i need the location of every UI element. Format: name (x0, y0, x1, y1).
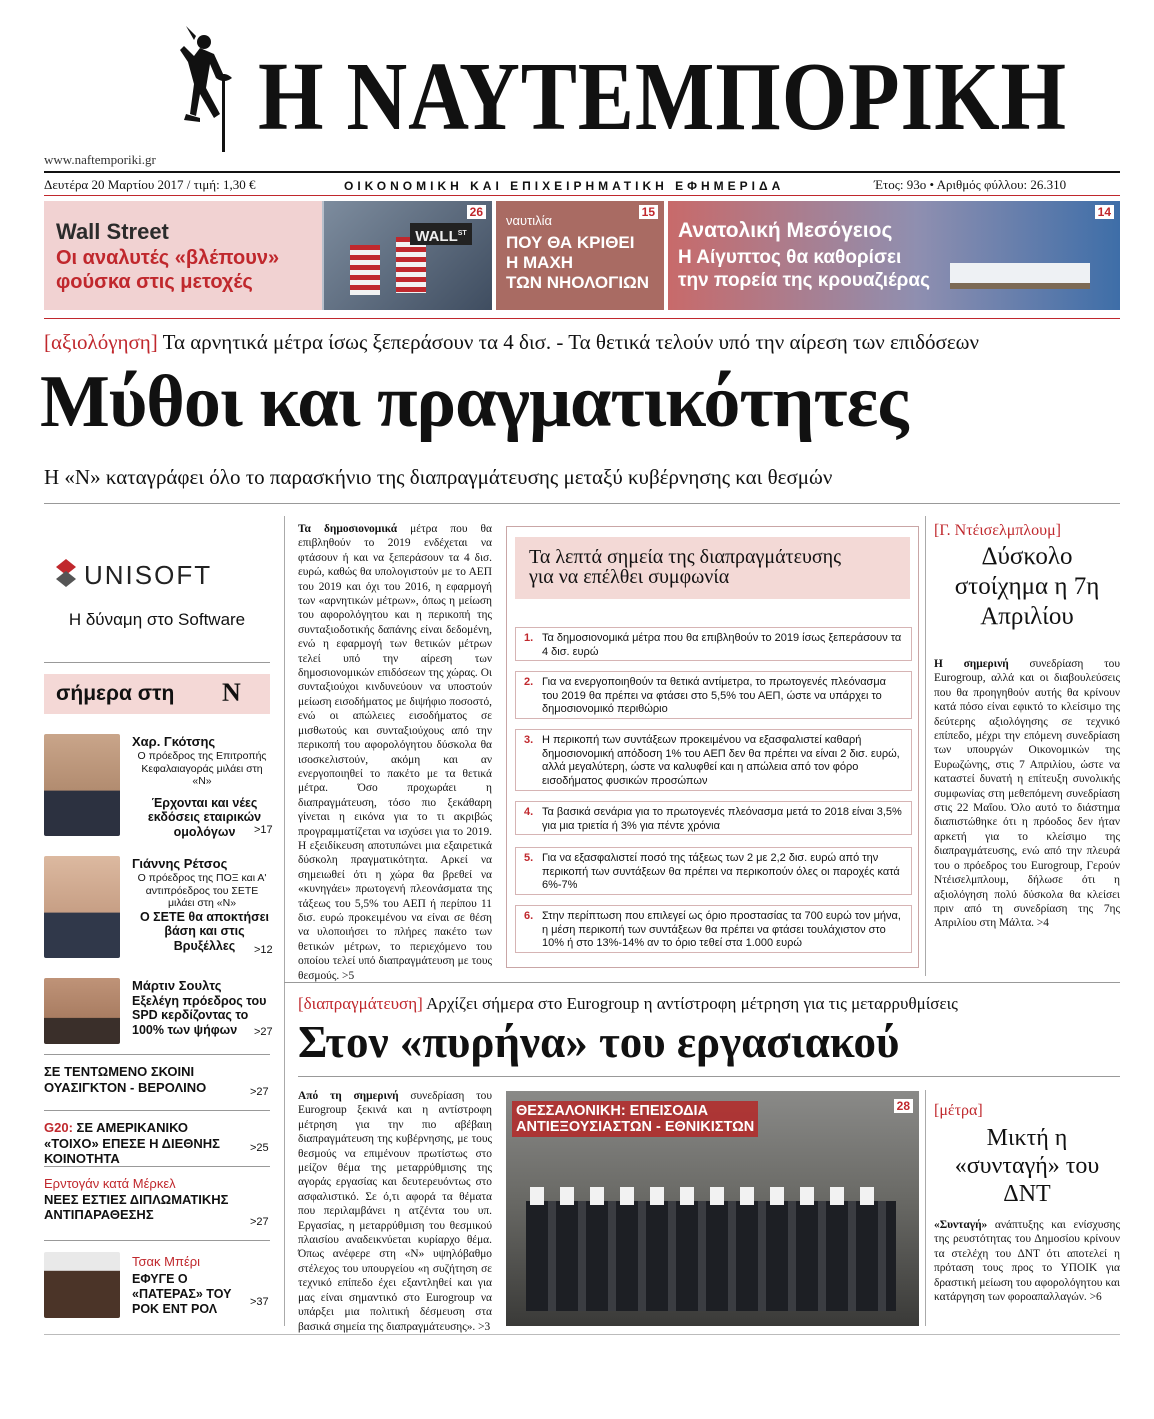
section-divider (284, 982, 1120, 983)
teaser-kicker: Wall Street (56, 219, 169, 244)
key-point-number: 5. (524, 852, 534, 864)
key-point-text: Για να ενεργοποιηθούν τα θετικά αντίμετρα, το πρωτογενές πλεόνασμα του 2019 θα πρέπει να φτάσει στο 5,5% του ΑΕΠ, ώστε να υπάρχει το δημοσιονομικό περιθώριο (542, 676, 887, 715)
helmet-row (530, 1187, 890, 1205)
riot-police-group (526, 1201, 896, 1311)
lead-divider (44, 503, 1120, 504)
main-subhead: Η «Ν» καταγράφει όλο το παρασκήνιο της διαπραγμάτευσης μεταξύ κυβέρνησης και θεσμών (44, 465, 833, 489)
photo-caption (512, 1101, 758, 1137)
key-point-text: Για να εξασφαλιστεί ποσό της τάξεως των 2 με 2,2 δισ. ευρώ από την περικοπή των συντάξεων θα πρέπει να περικοπούν όλες οι παροχές κατά 6%-7% (542, 852, 900, 891)
lead-body-lead: Τα δημοσιονομικά (298, 523, 398, 535)
wall-street-sign-text: WALL (415, 228, 458, 245)
teaser-text: Η ΜΑΧΗ (506, 253, 574, 272)
teaser-shipping[interactable] (496, 201, 664, 310)
imf-kicker: [μέτρα] (934, 1102, 983, 1119)
key-point-text: Τα βασικά σενάρια για το πρωτογενές πλεόνασμα μετά το 2018 είναι 3,5% για μια τριετία ή 3% για πέντε χρόνια (542, 806, 902, 832)
second-body-lead: Από τη σημερινή (298, 1090, 399, 1102)
sidebar-short-erdogan[interactable] (44, 1176, 274, 1234)
flag-1 (350, 245, 380, 295)
sidebar-item-gkotsis[interactable] (44, 734, 273, 842)
sidebar-divider (44, 662, 270, 663)
unisoft-logo-text: UNISOFT (84, 560, 213, 590)
main-headline[interactable]: Μύθοι και πραγματικότητες (40, 361, 908, 443)
teaser-text: Η Αίγυπτος θα καθορίσει (678, 247, 902, 268)
key-point-text: Η περικοπή των συντάξεων προκειμένου να εξασφαλιστεί καθαρή δημοσιονομική απόδοση 1% του ΑΕΠ δεν θα πρέπει να είναι 2 δισ. ευρώ, αλλά μεγαλύτερη, ώστε να καλυφθεί και η απώλεια από τον φόρο εισοδήματος φυσικών προσώπων (542, 734, 900, 787)
second-deck-text: Αρχίζει σήμερα στο Eurogroup η αντίστροφη μέτρηση για τις μεταρρυθμίσεις (422, 994, 958, 1013)
issue-number: Έτος: 93ο • Αριθμός φύλλου: 26.310 (874, 177, 1067, 192)
gkotsis-photo (44, 734, 120, 836)
person-name: Γιάννης Ρέτσος (132, 856, 228, 871)
key-points-box (506, 526, 919, 968)
key-point-number: 4. (524, 806, 534, 818)
key-points-title-line-1: Τα λεπτά σημεία της διαπραγμάτευσης (529, 546, 842, 568)
masthead-divider (44, 171, 1120, 173)
sidebar-divider (44, 1166, 270, 1167)
thessaloniki-photo[interactable] (506, 1091, 919, 1326)
page-ref: >27 (250, 1216, 269, 1228)
photo-caption-line-2: ΑΝΤΙΕΞΟΥΣΙΑΣΤΩΝ - ΕΘΝΙΚΙΣΤΩΝ (516, 1119, 755, 1135)
website-url: www.naftemporiki.gr (44, 152, 156, 167)
person-name: Μάρτιν Σουλτς (132, 978, 222, 993)
imf-body (934, 1218, 1120, 1304)
teaser-page: 14 (1095, 205, 1114, 219)
sidebar-divider (44, 1240, 270, 1241)
teaser-text: ΠΟΥ ΘΑ ΚΡΙΘΕΙ (506, 233, 635, 252)
sidebar-item-retsos[interactable] (44, 856, 273, 964)
today-label: σήμερα στη (56, 682, 175, 705)
page-ref: >12 (254, 944, 273, 956)
teaser-divider (44, 318, 1120, 319)
dijsselbloem-kicker: [Γ. Ντέισελμπλουμ] (934, 522, 1062, 539)
sidebar-divider (44, 1054, 270, 1055)
page-ref: >27 (250, 1086, 269, 1098)
page-bottom-rule (44, 1334, 1120, 1335)
key-point-number: 1. (524, 632, 534, 644)
photo-page: 28 (894, 1099, 913, 1113)
berry-kicker: Τσακ Μπέρι (132, 1254, 201, 1269)
sidebar-item-berry[interactable] (44, 1252, 270, 1318)
second-headline[interactable]: Στον «πυρήνα» του εργασιακού (298, 1017, 900, 1067)
unisoft-tagline: Η δύναμη στο Software (68, 610, 246, 629)
today-in-n-banner (44, 674, 270, 714)
flag-2 (396, 237, 426, 293)
short-body: ΣΕ ΑΜΕΡΙΚΑΝΙΚΟ «ΤΟΙΧΟ» ΕΠΕΣΕ Η ΔΙΕΘΝΗΣ ΚΟΙΝΟΤΗΤΑ (44, 1120, 220, 1167)
sidebar-short-washington[interactable] (44, 1064, 274, 1104)
cruise-ship-image (950, 263, 1090, 289)
masthead-divider-bottom (44, 195, 1120, 196)
teaser-page: 26 (467, 205, 486, 219)
photo-caption-line-1: ΘΕΣΣΑΛΟΝΙΚΗ: ΕΠΕΙΣΟΔΙΑ (516, 1103, 709, 1119)
key-point-number: 3. (524, 734, 534, 746)
key-point (515, 801, 912, 835)
person-quote: Ο ΣΕΤΕ θα αποκτήσει βάση και στις Βρυξέλλες (139, 910, 270, 953)
person-quote: Εξελέγη πρόεδρος του SPD κερδίζοντας το 100% των ψήφων (132, 994, 267, 1037)
lead-deck (44, 330, 979, 355)
page-ref: >27 (254, 1026, 273, 1038)
sidebar-divider (44, 1110, 270, 1111)
schulz-photo (44, 978, 120, 1044)
teaser-text: φούσκα στις μετοχές (56, 271, 253, 293)
lead-body-text: μέτρα που θα επιβληθούν το 2019 ενδέχεται να φτάσουν ή και να ξεπεράσουν τα 4 δισ. ευρώ, καθώς θα υπολογιστούν με το ΑΕΠ του 2019 και όχι του 2016, η εφαρμογή των «αρνητικών μέτρων», όπως η μείωση του αφορολόγητου και η περικοπή της συνταξιοδοτικής δαπάνης είναι δεδομένη, ενώ η εφαρμογή των θετικών μέτρων τελεί υπό την αίρεση των δημοσιονομικών επιδόσεων της χώρας. Οι συνταξιούχοι κινδυνεύουν να υποστούν μείωση εισοδήματος με διψήφιο ποσοστό, ενώ οι απώλειες εισοδήματος σε μισθωτούς και συνταξιούχους από την περικοπή του αφορολόγητου δύσκολα θα ισοσκελιστούν, ακόμη και αν ενεργοποιηθεί το πακέτο με τα θετικά μέτρα. Όσο προχωράει η διαπραγμάτευση, τόσο πιο ξεκάθαρη γίνεται η εικόνα για το τι ακριβώς προγραμματίζεται να ισχύσει για το 2019. Η εξειδίκευση αποτυπώνει μια εξαιρετικά δύσκολη πραγματικότητα. Αρκεί να σημειωθεί ότι η χώρα θα βρεθεί να «κυνηγάει» πρωτογενή πλεονάσματα της τάξεως του 5,5% του ΑΕΠ ή περίπου 11 δισ. ευρώ προκειμένου να είναι σε θέση να υλοποιήσει το πλήρες πακέτο των θετικών μέτρων, το περιεχόμενο του οποίου τελεί υπό διαπραγμάτευση με τους θεσμούς. >5 (298, 523, 492, 982)
masthead-subtitle: ΟΙΚΟΝΟΜΙΚΗ ΚΑΙ ΕΠΙΧΕΙΡΗΜΑΤΙΚΗ ΕΦΗΜΕΡΙΔΑ (344, 179, 785, 193)
wall-street-sign (410, 223, 472, 245)
dijsselbloem-body-lead: Η σημερινή (934, 658, 1009, 670)
imf-body-text: ανάπτυξης και ενίσχυσης της ρευστότητας του Δημοσίου κρίνουν τα στελέχη του ΔΝΤ ότι αποτελεί η πρόταση τους προς το ΥΠΟΙΚ για δραστική μείωση του αφορολόγητου και κατάργηση των φοροαπαλλαγών. >6 (934, 1219, 1120, 1304)
short-body: ΝΕΕΣ ΕΣΤΙΕΣ ΔΙΠΛΩΜΑΤΙΚΗΣ ΑΝΤΙΠΑΡΑΘΕΣΗΣ (44, 1191, 229, 1223)
teaser-mediterranean[interactable] (668, 201, 1120, 310)
person-name: Χαρ. Γκότσης (132, 734, 216, 749)
teaser-text: Οι αναλυτές «βλέπουν» (56, 247, 280, 269)
key-point (515, 847, 912, 895)
key-points-title-line-2: για να επέλθει συμφωνία (529, 566, 730, 588)
teaser-page: 15 (639, 205, 658, 219)
person-description: Ο πρόεδρος της ΠΟΞ και Α' αντιπρόεδρος του ΣΕΤΕ μιλάει στη «Ν» (137, 872, 267, 910)
berry-text: ΕΦΥΓΕ Ο «ΠΑΤΕΡΑΣ» ΤΟΥ ΡΟΚ ΕΝΤ ΡΟΛ (132, 1272, 232, 1316)
masthead-title: Η ΝΑΥΤΕΜΠΟΡΙΚΗ (258, 43, 1067, 151)
short-text: ΣΕ ΤΕΝΤΩΜΕΝΟ ΣΚΟΙΝΙ ΟΥΑΣΙΓΚΤΟΝ - ΒΕΡΟΛΙΝΟ (44, 1064, 207, 1095)
short-text (44, 1120, 244, 1167)
key-point-number: 2. (524, 676, 534, 688)
key-point (515, 627, 912, 661)
person-description: Ο πρόεδρος της Επιτροπής Κεφαλαιαγοράς μιλάει στη «Ν» (137, 750, 267, 788)
berry-photo (44, 1252, 120, 1318)
key-point-number: 6. (524, 910, 534, 922)
key-points-title (515, 537, 910, 599)
teaser-wall-street[interactable] (44, 201, 492, 310)
sidebar-item-schulz[interactable] (44, 978, 273, 1044)
imf-headline[interactable]: Μικτή η «συνταγή» του ΔΝΤ (954, 1125, 1100, 1207)
short-kicker: G20: (44, 1120, 73, 1135)
second-body-text: συνεδρίαση του Eurogroup ξεκινά και η αντίστροφη μέτρηση για την πιο αβέβαιη διαπραγμάτευση της κυβέρνησης, με τους θεσμούς να επιμένουν πρωτίστως στο μείζον θέμα της μεταρρύθμισης της αγοράς εργασίας και δευτερευόντως στο ασφαλιστικό. Σε ό,τι αφορά τα θέματα που περιλαμβάνει η ατζέντα του υπ. Εργασίας, η μεταρρύθμιση του θεσμικού πλαισίου αναδεικνύεται κυρίαρχο θέμα. Όπως ανέφερε στη «Ν» υψηλόβαθμο στέλεχος του υπουργείου «η συζήτηση σε τεχνικό επίπεδο έχει εξαντληθεί και για μας είναι σημαντικό στο Eurogroup να υπάρξει μια πολιτική δέσμευση στα βασικά σημεία της διαπραγμάτευσης». >3 (298, 1090, 492, 1333)
key-point (515, 905, 912, 953)
teaser-kicker: ναυτιλία (506, 213, 553, 228)
lead-deck-text: Τα αρνητικά μέτρα ίσως ξεπεράσουν τα 4 δισ. - Τα θετικά τελούν υπό την αίρεση των επιδόσεων (157, 330, 979, 354)
dijsselbloem-body (934, 657, 1120, 931)
short-kicker: Ερντογάν κατά Μέρκελ (44, 1176, 176, 1191)
page-ref: >25 (250, 1142, 269, 1154)
column-separator (284, 516, 285, 1326)
sidebar-short-g20[interactable] (44, 1120, 274, 1167)
lead-deck-tag: [αξιολόγηση] (44, 330, 158, 354)
page-ref: >17 (254, 824, 273, 836)
date-price: Δευτέρα 20 Μαρτίου 2017 / τιμή: 1,30 € (44, 177, 256, 192)
teaser-text: την πορεία της κρουαζιέρας (678, 270, 930, 291)
dijsselbloem-headline[interactable]: Δύσκολο στοίχημα η 7η Απριλίου (954, 543, 1100, 630)
dijsselbloem-body-text: συνεδρίαση του Eurogroup, αλλά και οι διαβουλεύσεις που θα προηγηθούν αυτής θα κρίνουν κατά πόσο είναι εφικτό το κλείσιμο της δεύτερης αξιολόγησης σε τεχνικό επίπεδο, μέχρι την επόμενη συνεδρίαση των υπουργών Οικονομικών της Ευρωζώνης, στις 7 Απριλίου, ώστε να καταστεί δυνατή η επίτευξη συνολικής συμφωνίας στη μεθεπόμενη συνεδρίαση στις 22 Μαΐου. Όλο αυτό το διάστημα διαπιστώθηκε ότι η πρόοδος δεν ήταν αρκετή για το κλείσιμο της διαπραγμάτευσης, ενώ από την πλευρά του ο πρόεδρος του Eurogroup, Γερούν Ντέισελμπλουμ, δήλωσε ότι η αξιολόγηση πολύ δύσκολα θα κλείσει πριν από τη συνεδρίαση της 7ης Απριλίου στη Μάλτα. >4 (934, 658, 1120, 930)
retsos-photo (44, 856, 120, 958)
key-point-text: Τα δημοσιονομικά μέτρα που θα επιβληθούν το 2019 ίσως ξεπεράσουν τα 4 δισ. ευρώ (542, 632, 902, 658)
teaser-kicker: Ανατολική Μεσόγειος (678, 219, 893, 242)
key-point (515, 671, 912, 719)
second-body (298, 1089, 492, 1334)
imf-body-lead: «Συνταγή» (934, 1219, 988, 1231)
second-deck-tag: [διαπραγμάτευση] (298, 994, 423, 1013)
person-quote: Έρχονται και νέες εκδόσεις εταιρικών ομολόγων (147, 796, 262, 839)
second-deck (298, 994, 958, 1014)
key-point-text: Στην περίπτωση που επιλεγεί ως όριο προστασίας τα 700 ευρώ τον μήνα, η μέση περικοπή των συντάξεων θα πρέπει να φτάσει τουλάχιστον στο 10% ή στο 13%-14% αν το όριο τεθεί στα 1.000 ευρώ (542, 910, 901, 949)
column-separator (925, 516, 926, 976)
column-separator (925, 1090, 926, 1326)
key-point (515, 729, 912, 791)
lead-body (298, 522, 492, 983)
teaser-text: ΤΩΝ ΝΗΟΛΟΓΙΩΝ (506, 273, 649, 292)
today-letter: Ν (222, 678, 241, 707)
hermes-logo (166, 18, 244, 168)
page-ref: >37 (250, 1296, 269, 1308)
second-divider (298, 1076, 1120, 1077)
wall-street-sign-st: ST (457, 230, 467, 237)
